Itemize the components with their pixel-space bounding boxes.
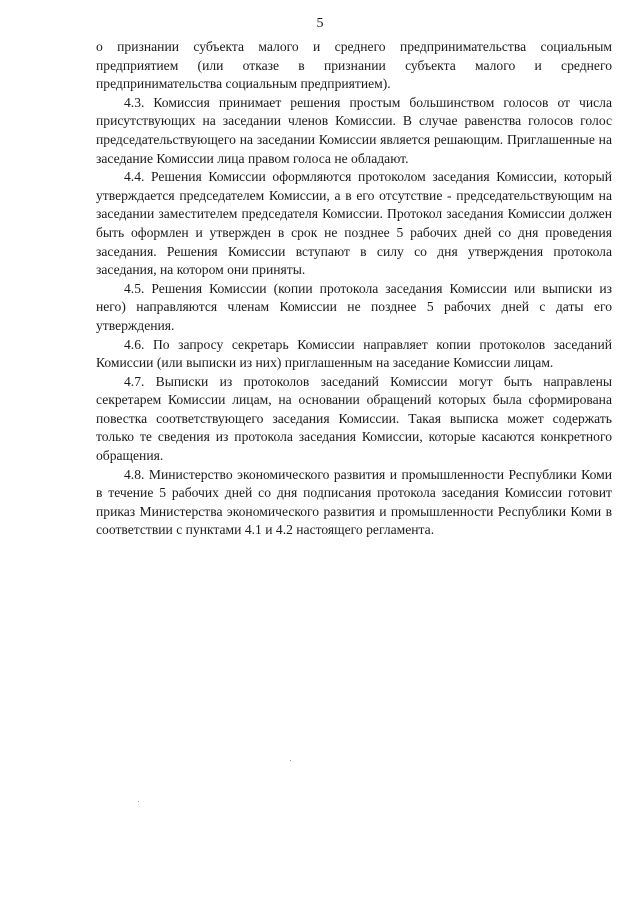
paragraph-continuation: о признании субъекта малого и среднего предпринимательства социальным предприятием (или отказе в признании субъекта малого и среднего предпринимательства социальным предприятием). bbox=[96, 39, 612, 92]
paragraph-4-5: 4.5. Решения Комиссии (копии протокола заседания Комиссии или выписки из него) направляются членам Комиссии не позднее 5 рабочих дней с даты его утверждения. bbox=[96, 280, 612, 333]
scan-speck bbox=[138, 801, 139, 802]
page-number: 5 bbox=[316, 16, 324, 31]
paragraph-4-7: 4.7. Выписки из протоколов заседаний Комиссии могут быть направлены секретарем Комиссии лицам, на основании обращений которых была сформирована повестка соответствующего заседания Комиссии. Такая выписка может содержать только те сведения из протокола заседания Комиссии, которые касаются конкретного обращения. bbox=[96, 373, 612, 464]
paragraph-4-6: 4.6. По запросу секретарь Комиссии направляет копии протоколов заседаний Комиссии (или выписки из них) приглашенным на заседание Комиссии лицам. bbox=[96, 336, 612, 371]
paragraph-4-4: 4.4. Решения Комиссии оформляются протоколом заседания Комиссии, который утверждается председателем Комиссии, а в его отсутствие - председательствующим на заседании заместителем председателя Комиссии. Протокол заседания Комиссии должен быть оформлен и утвержден в срок не позднее 5 рабочих дней со дня проведения заседания. Решения Комиссии вступают в силу со дня утверждения протокола заседания, на котором они приняты. bbox=[96, 169, 612, 278]
document-body bbox=[96, 38, 612, 540]
scan-speck bbox=[290, 760, 291, 761]
paragraph-4-8: 4.8. Министерство экономического развития и промышленности Республики Коми в течение 5 рабочих дней со дня подписания протокола заседания Комиссии готовит приказ Министерства экономического развития и промышленности Республики Коми в соответствии с пунктами 4.1 и 4.2 настоящего регламента. bbox=[96, 466, 612, 538]
paragraph-4-3: 4.3. Комиссия принимает решения простым большинством голосов от числа присутствующих на заседании членов Комиссии. В случае равенства голосов голос председательствующего на заседании Комиссии является решающим. Приглашенные на заседание Комиссии лица правом голоса не обладают. bbox=[96, 94, 612, 166]
